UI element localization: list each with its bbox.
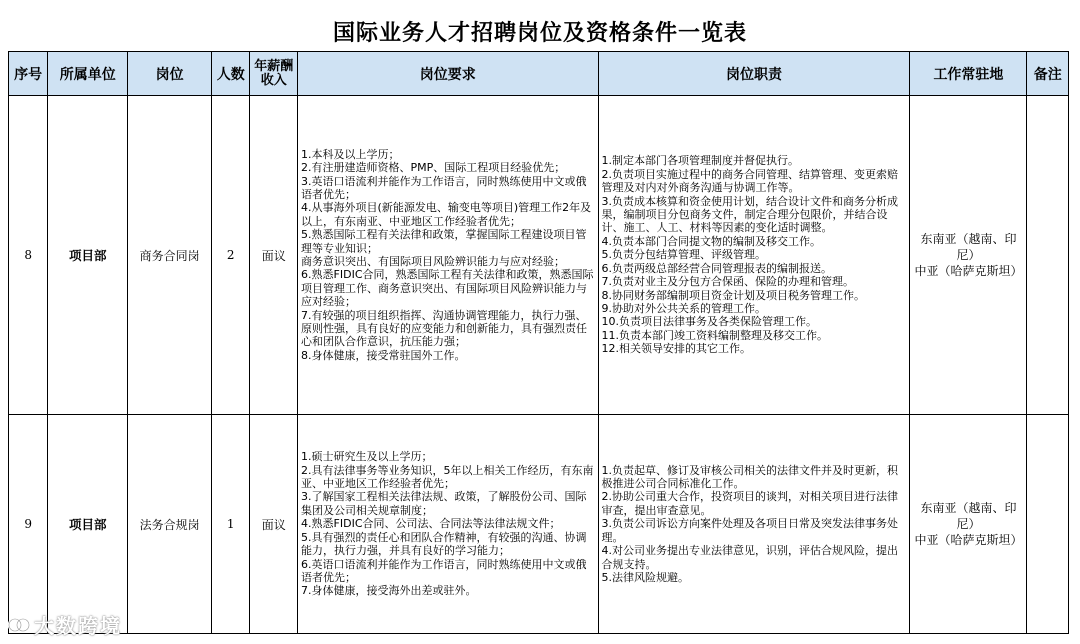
requirement-item: 7.身体健康，接受海外出差或驻外。 [301, 584, 477, 598]
requirement-item: 4.熟悉FIDIC合同、公司法、合同法等法律法规文件； [301, 517, 561, 531]
requirement-item: 6.英语口语流利并能作为工作语言，同时熟练使用中文或俄语者优先； [301, 557, 587, 584]
duty-item: 6.负责两级总部经营合同管理报表的编制报送。 [601, 261, 833, 275]
row-duties [598, 96, 910, 415]
duty-item: 2.协助公司重大合作，投资项目的谈判，对相关项目进行法律审查，提出审查意见。 [601, 490, 899, 517]
header-row [9, 52, 1069, 96]
row-duties [598, 415, 910, 634]
row-location [910, 96, 1027, 415]
row-post: 法务合规岗 [128, 415, 212, 634]
header-seq: 序号 [9, 52, 48, 96]
requirement-item: 4.从事海外项目(新能源发电、输变电等项目)管理工作2年及以上，有东南亚、中亚地区工作经验者优先； [301, 201, 592, 228]
row-salary: 面议 [250, 96, 298, 415]
row-post: 商务合同岗 [128, 96, 212, 415]
header-post: 岗位 [128, 52, 212, 96]
watermark [8, 610, 122, 639]
table-row [9, 415, 1069, 634]
row-requirements [298, 415, 598, 634]
requirement-item: 2.具有法律事务等业务知识，5年以上相关工作经历，有东南亚、中亚地区工作经验者优先； [301, 463, 594, 491]
row-count: 1 [212, 415, 250, 634]
header-salary-line1: 年薪酬 [254, 58, 294, 74]
duty-item: 12.相关领导安排的其它工作。 [601, 342, 752, 356]
row-seq: 9 [9, 415, 48, 634]
page-title: 国际业务人才招聘岗位及资格条件一览表 [332, 20, 747, 46]
requirement-item: 1.本科及以上学历； [301, 147, 400, 161]
duty-item: 10.负责项目法律事务及各类保险管理工作。 [601, 315, 818, 329]
recruitment-table [8, 51, 1069, 634]
requirement-item: 5.熟悉国际工程有关法律和政策，掌握国际工程建设项目管理等专业知识； [301, 228, 587, 255]
header-duties: 岗位职责 [598, 52, 910, 96]
duty-item: 2.负责项目实施过程中的商务合同管理、结算管理、变更索赔管理及对内对外商务沟通与协调工作等。 [601, 167, 899, 195]
duty-item: 1.制定本部门各项管理制度并督促执行。 [601, 154, 800, 168]
row-seq: 8 [9, 96, 48, 415]
row-remarks [1027, 96, 1069, 415]
header-requirements: 岗位要求 [298, 52, 598, 96]
requirement-item: 1.硕士研究生及以上学历； [301, 450, 433, 464]
duty-item: 7.负责对业主及分包方合保函、保险的办理和管理。 [601, 275, 855, 289]
requirement-item: 2.有注册建造师资格、PMP、国际工程项目经验优先； [301, 161, 566, 175]
location-line: 中亚（哈萨克斯坦） [914, 533, 1023, 547]
duty-item: 8.协同财务部编制项目资金计划及项目税务管理工作。 [601, 288, 866, 302]
row-count: 2 [212, 96, 250, 415]
header-remarks: 备注 [1027, 52, 1069, 96]
requirement-item: 3.英语口语流利并能作为工作语言，同时熟练使用中文或俄语者优先； [301, 174, 587, 201]
table-row [9, 96, 1069, 415]
row-salary: 面议 [250, 415, 298, 634]
requirement-item: 7.有较强的项目组织指挥、沟通协调管理能力，执行力强、原则性强，具有良好的应变能力和创新能力，具有强烈责任心和团队合作意识，抗压能力强； [301, 308, 588, 349]
location-line: 东南亚（越南、印尼） [920, 501, 1017, 531]
duty-item: 1.负责起草、修订及审核公司相关的法律文件并及时更新，积极推进公司合同标准化工作。 [601, 463, 899, 491]
row-remarks [1027, 415, 1069, 634]
header-location: 工作常驻地 [910, 52, 1027, 96]
duty-item: 5.法律风险规避。 [601, 570, 690, 584]
requirement-item: 8.身体健康，接受常驻国外工作。 [301, 348, 466, 362]
row-requirements [298, 96, 598, 415]
location-line: 东南亚（越南、印尼） [920, 232, 1017, 262]
watermark-text: 大数跨境 [34, 614, 122, 638]
requirement-item: 5.具有强烈的责任心和团队合作精神，有较强的沟通、协调能力，执行力强，并具有良好的学习能力； [301, 530, 587, 558]
requirement-item: 6.熟悉FIDIC合同，熟悉国际工程有关法律和政策，熟悉国际项目管理工作、商务意识突出、有国际项目风险辨识能力与应对经验； [301, 268, 594, 309]
watermark-logo-icon [8, 615, 30, 635]
header-count: 人数 [212, 52, 250, 96]
duty-item: 3.负责成本核算和资金使用计划，结合设计文件和商务分析成果，编制项目分包商务文件，制定合理分包限价，并结合设计、施工、人工、材料等因素的变化适时调整。 [601, 194, 899, 235]
row-unit: 项目部 [48, 415, 128, 634]
requirement-item: 商务意识突出、有国际项目风险辨识能力与应对经验； [301, 255, 566, 268]
header-salary-line2: 收入 [260, 72, 287, 88]
row-location [910, 415, 1027, 634]
duty-item: 3.负责公司诉讼方向案件处理及各项目日常及突发法律事务处理。 [601, 517, 899, 544]
duty-item: 11.负责本部门竣工资料编制整理及移交工作。 [601, 328, 829, 342]
duty-item: 4.对公司业务提出专业法律意见，识别，评估合规风险，提出合规支持。 [601, 544, 899, 571]
header-salary [250, 52, 298, 96]
requirement-item: 3.了解国家工程相关法律法规、政策，了解股份公司、国际集团及公司相关规章制度； [301, 490, 587, 517]
location-line: 中亚（哈萨克斯坦） [914, 264, 1023, 278]
duty-item: 4.负责本部门合同提文物的编制及移交工作。 [601, 234, 822, 248]
header-unit: 所属单位 [48, 52, 128, 96]
duty-item: 9.协助对外公共关系的管理工作。 [601, 301, 767, 315]
row-unit: 项目部 [48, 96, 128, 415]
duty-item: 5.负责分包结算管理、评级管理。 [601, 248, 767, 262]
